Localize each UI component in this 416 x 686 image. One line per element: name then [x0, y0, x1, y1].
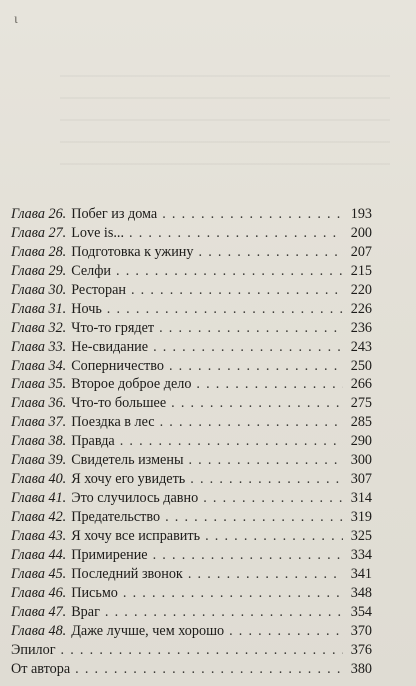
show-through-text [60, 55, 390, 175]
toc-entry [11, 281, 372, 300]
chapter-title: Не-свидание [71, 338, 149, 355]
page-number: 341 [350, 565, 372, 582]
dot-leader [188, 565, 343, 584]
chapter-label: Глава 47. [11, 603, 67, 620]
chapter-title: Правда [71, 433, 115, 450]
chapter-label: Глава 33. [11, 338, 67, 355]
chapter-label: Глава 43. [11, 527, 67, 544]
page-number: 236 [350, 319, 372, 336]
chapter-title: Письмо [71, 584, 118, 601]
dot-leader [203, 489, 343, 508]
page-number: 207 [350, 243, 372, 260]
chapter-title: Подготовка к ужину [71, 243, 194, 260]
page-number: 193 [350, 206, 372, 222]
toc-entry [11, 432, 372, 451]
dot-leader [116, 262, 343, 281]
toc-entry [11, 546, 372, 565]
page-number: 334 [350, 546, 372, 563]
dot-leader [229, 622, 343, 641]
toc-entry [11, 527, 372, 546]
page-number: 215 [350, 262, 372, 279]
page-number: 348 [350, 584, 372, 601]
dot-leader [75, 660, 343, 679]
chapter-label: Глава 39. [11, 452, 67, 469]
chapter-title: Побег из дома [71, 206, 158, 222]
dot-leader [190, 470, 343, 489]
dot-leader [159, 319, 343, 338]
chapter-label: Глава 40. [11, 471, 67, 488]
toc-entry [11, 300, 372, 319]
dot-leader [105, 603, 343, 622]
chapter-title: От автора [11, 660, 71, 677]
page-number: 285 [350, 414, 372, 431]
chapter-label: Глава 36. [11, 395, 67, 412]
toc-entry [11, 338, 372, 357]
chapter-title: Примирение [71, 546, 148, 563]
chapter-label: Глава 30. [11, 281, 67, 298]
chapter-title: Даже лучше, чем хорошо [71, 622, 225, 639]
chapter-label: Глава 26. [11, 206, 67, 222]
dot-leader [153, 546, 343, 565]
toc-entry [11, 622, 372, 641]
dot-leader [61, 641, 343, 660]
chapter-title: Селфи [71, 262, 112, 279]
chapter-label: Глава 37. [11, 414, 67, 431]
chapter-label: Глава 35. [11, 376, 67, 393]
page-number: 370 [350, 622, 372, 639]
page-number: 319 [350, 509, 372, 525]
toc-entry [11, 565, 372, 584]
chapter-title: Предательство [71, 509, 161, 525]
toc-entry [11, 357, 372, 376]
toc-entry [11, 489, 372, 508]
page-number: 200 [350, 224, 372, 241]
toc-entry [11, 375, 372, 394]
chapter-title: Поездка в лес [71, 414, 155, 431]
chapter-title: Враг [71, 603, 100, 620]
dot-leader [188, 451, 343, 470]
dot-leader [153, 338, 343, 357]
page-number: 290 [350, 433, 372, 450]
page-number: 243 [350, 338, 372, 355]
dot-leader [205, 527, 343, 546]
dot-leader [120, 432, 343, 451]
page-number: 307 [350, 471, 372, 488]
dot-leader [165, 508, 343, 527]
page-number: 250 [350, 357, 372, 374]
dot-leader [131, 281, 343, 300]
chapter-title: Ресторан [71, 281, 126, 298]
toc-entry [11, 413, 372, 432]
chapter-label: Глава 38. [11, 433, 67, 450]
toc-entry [11, 603, 372, 622]
chapter-title: Соперничество [71, 357, 164, 374]
chapter-title: Что-то большее [71, 395, 167, 412]
chapter-label: Глава 32. [11, 319, 67, 336]
dot-leader [199, 243, 344, 262]
chapter-title: Эпилог [11, 641, 56, 658]
page-number: 300 [350, 452, 372, 469]
corner-mark: ι [14, 12, 18, 27]
toc-entry [11, 451, 372, 470]
dot-leader [162, 205, 343, 224]
chapter-title: Свидетель измены [71, 452, 184, 469]
chapter-label: Глава 45. [11, 565, 67, 582]
page-number: 275 [350, 395, 372, 412]
dot-leader [160, 413, 343, 432]
chapter-title: Что-то грядет [71, 319, 155, 336]
dot-leader [196, 375, 343, 394]
toc-entry [11, 470, 372, 489]
dot-leader [129, 224, 343, 243]
toc-entry [11, 319, 372, 338]
dot-leader [107, 300, 343, 319]
toc-entry [11, 394, 372, 413]
toc-entry [11, 660, 372, 679]
page-number: 266 [350, 376, 372, 393]
toc-entry [11, 243, 372, 262]
chapter-title: Я хочу все исправить [71, 527, 201, 544]
page-number: 220 [350, 281, 372, 298]
chapter-label: Глава 34. [11, 357, 67, 374]
chapter-label: Глава 44. [11, 546, 67, 563]
chapter-label: Глава 31. [11, 300, 67, 317]
chapter-title: Я хочу его увидеть [71, 471, 186, 488]
chapter-label: Глава 41. [11, 490, 67, 507]
page-number: 226 [350, 300, 372, 317]
toc-entry [11, 641, 372, 660]
chapter-title: Love is... [71, 224, 125, 241]
chapter-title: Ночь [71, 300, 102, 317]
chapter-title: Последний звонок [71, 565, 183, 582]
page-number: 325 [350, 527, 372, 544]
page-number: 376 [350, 641, 372, 658]
dot-leader [169, 357, 343, 376]
chapter-title: Это случилось давно [71, 490, 199, 507]
page-number: 354 [350, 603, 372, 620]
chapter-label: Глава 28. [11, 243, 67, 260]
toc-entry [11, 584, 372, 603]
page-number: 380 [350, 660, 372, 677]
chapter-label: Глава 48. [11, 622, 67, 639]
toc-entry [11, 224, 372, 243]
toc-entry [11, 205, 372, 224]
dot-leader [123, 584, 343, 603]
chapter-label: Глава 29. [11, 262, 67, 279]
dot-leader [171, 394, 343, 413]
table-of-contents [11, 205, 372, 678]
chapter-label: Глава 46. [11, 584, 67, 601]
page-number: 314 [350, 490, 372, 507]
chapter-label: Глава 27. [11, 224, 67, 241]
chapter-title: Второе доброе дело [71, 376, 192, 393]
toc-entry [11, 508, 372, 527]
chapter-label: Глава 42. [11, 509, 67, 525]
toc-entry [11, 262, 372, 281]
